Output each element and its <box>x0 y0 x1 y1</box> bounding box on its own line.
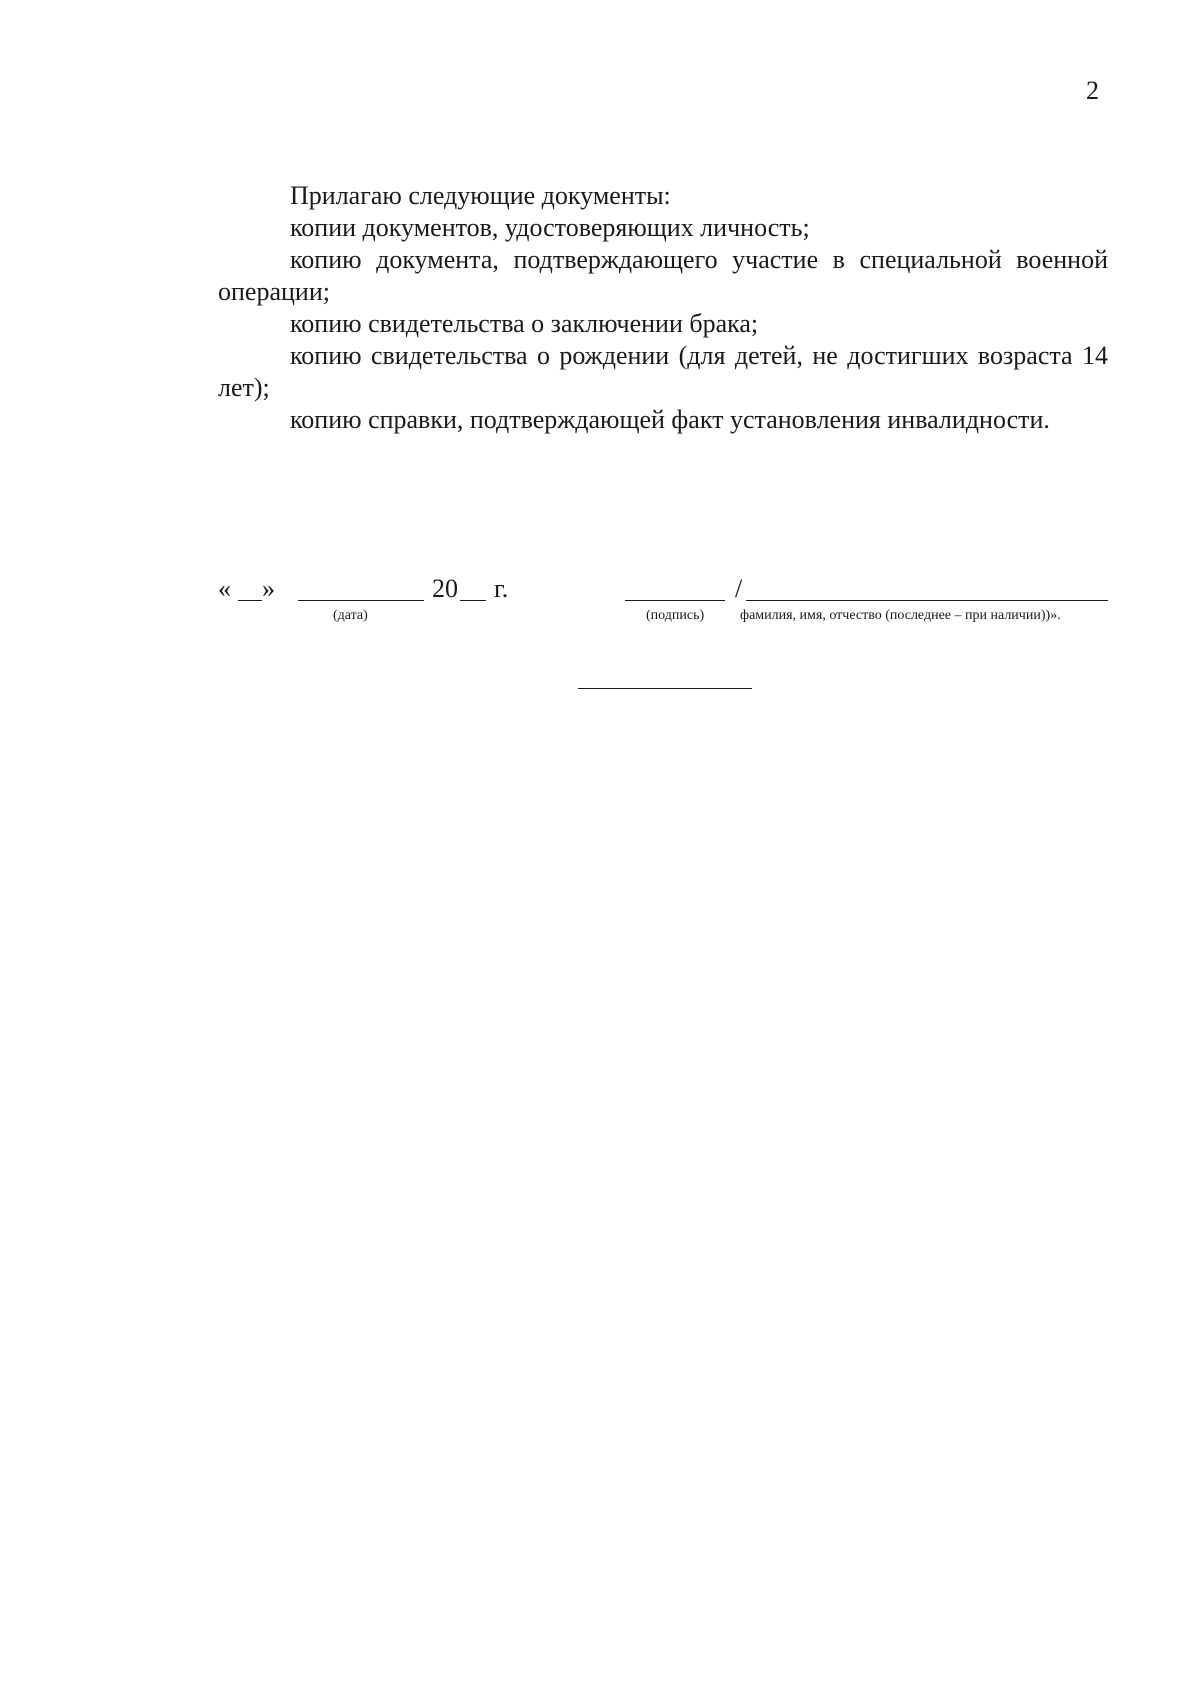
attachment-item: копии документов, удостоверяющих личность; <box>290 213 810 242</box>
year-suffix: г. <box>494 574 509 603</box>
date-open-quote: « <box>218 574 231 603</box>
name-blank-line <box>746 600 1108 601</box>
signature-blank-line <box>625 600 725 601</box>
name-caption: фамилия, имя, отчество (последнее – при наличии))». <box>740 608 1061 623</box>
signature-caption: (подпись) <box>646 608 705 623</box>
attachment-item: копию свидетельства о рождении (для детей, не достигших возраста 14 лет); <box>218 341 1108 402</box>
day-blank-line <box>238 600 262 601</box>
attachments-intro: Прилагаю следующие документы: <box>290 181 671 210</box>
attachment-item: копию документа, подтверждающего участие в специальной военной операции; <box>218 245 1108 306</box>
year-blank-line <box>460 600 486 601</box>
attachment-item: копию справки, подтверждающей факт установления инвалидности. <box>290 405 1050 434</box>
attachments-list <box>218 180 1108 436</box>
date-close-quote: » <box>262 574 275 603</box>
attachment-item: копию свидетельства о заключении брака; <box>290 309 759 338</box>
year-prefix: 20 <box>432 574 458 603</box>
document-end-line <box>578 688 752 689</box>
signature-slash: / <box>735 574 743 603</box>
month-blank-line <box>298 600 424 601</box>
page-number: 2 <box>1086 76 1099 105</box>
date-caption: (дата) <box>333 608 368 623</box>
